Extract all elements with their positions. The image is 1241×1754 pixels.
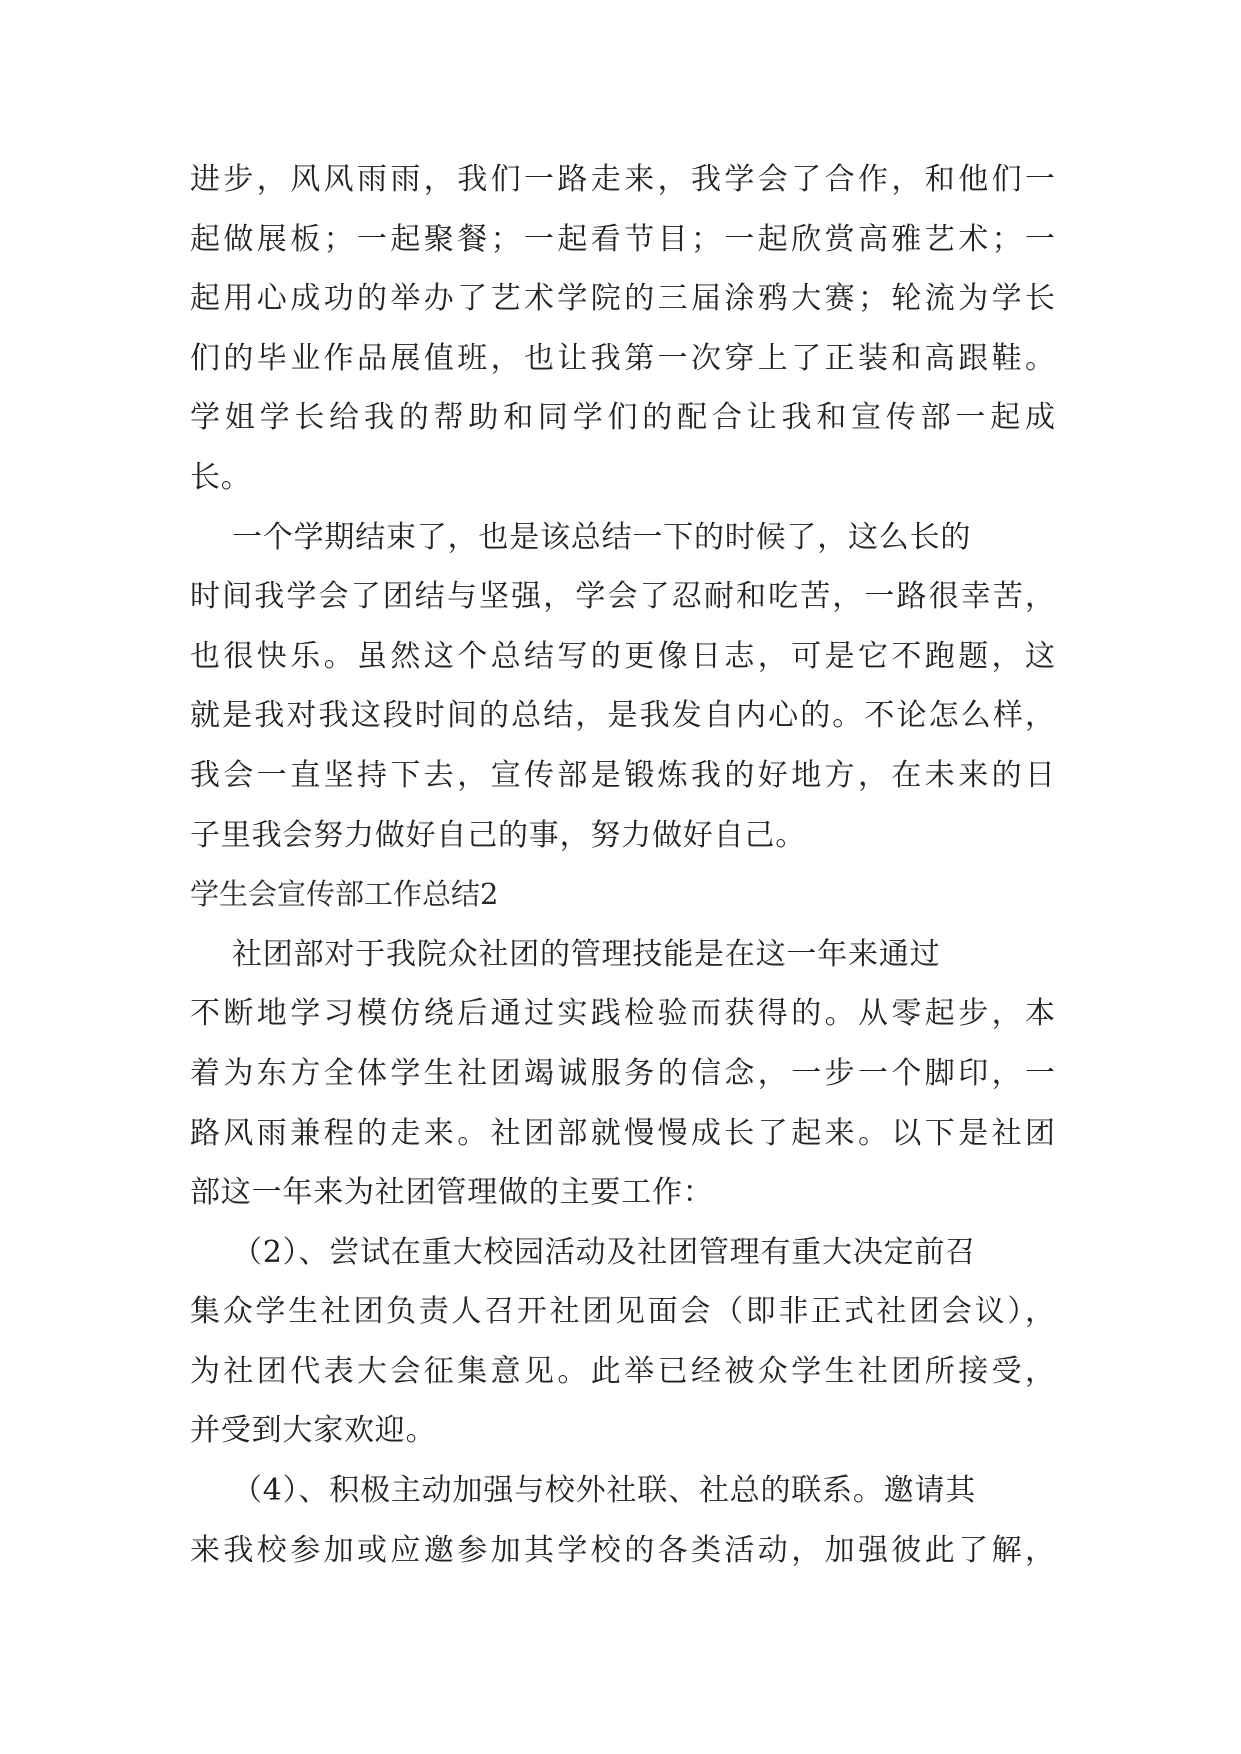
- text-line: 进步，风风雨雨，我们一路走来，我学会了合作，和他们一: [190, 162, 1055, 197]
- text-line: 一个学期结束了，也是该总结一下的时候了，这么长的: [232, 519, 972, 555]
- text-line: 也很快乐。虽然这个总结写的更像日志，可是它不跑题，这: [190, 638, 1055, 674]
- text-line: 为社团代表大会征集意见。此举已经被众学生社团所接受，: [190, 1353, 1055, 1389]
- text-line: 部这一年来为社团管理做的主要工作：: [190, 1175, 714, 1211]
- text-line: 来我校参加或应邀参加其学校的各类活动，加强彼此了解，: [190, 1532, 1055, 1568]
- paragraph: [190, 925, 1055, 1223]
- paragraph: [190, 1223, 1055, 1461]
- text-line: 子里我会努力做好自己的事，努力做好自己。: [190, 817, 806, 853]
- text-line: 就是我对我这段时间的总结，是我发自内心的。不论怎么样，: [190, 698, 1055, 734]
- paragraph: [190, 150, 1055, 508]
- text-line: 起做展板；一起聚餐；一起看节目；一起欣赏高雅艺术；一: [190, 221, 1055, 257]
- text-line: 不断地学习模仿绕后通过实践检验而获得的。从零起步，本: [190, 996, 1055, 1032]
- text-line: 长。: [190, 459, 252, 495]
- text-line: 学姐学长给我的帮助和同学们的配合让我和宣传部一起成: [190, 400, 1055, 436]
- text-line: 并受到大家欢迎。: [190, 1413, 437, 1449]
- text-line: 时间我学会了团结与坚强，学会了忍耐和吃苦，一路很幸苦，: [190, 579, 1055, 615]
- paragraph: [190, 508, 1055, 866]
- text-line: 集众学生社团负责人召开社团见面会（即非正式社团会议），: [190, 1294, 1055, 1330]
- text-line: 起用心成功的举办了艺术学院的三届涂鸦大赛；轮流为学长: [190, 281, 1055, 317]
- text-line: （4）、积极主动加强与校外社联、社总的联系。邀请其: [232, 1473, 977, 1509]
- section-heading: 学生会宣传部工作总结2: [190, 877, 499, 912]
- text-line: 们的毕业作品展值班，也让我第一次穿上了正装和高跟鞋。: [190, 340, 1055, 376]
- text-line: （2）、尝试在重大校园活动及社团管理有重大决定前召: [232, 1234, 977, 1270]
- document-page: [190, 150, 1055, 1580]
- paragraph: [190, 1461, 1055, 1580]
- text-line: 社团部对于我院众社团的管理技能是在这一年来通过: [232, 936, 941, 972]
- text-line: 着为东方全体学生社团竭诚服务的信念，一步一个脚印，一: [190, 1055, 1055, 1091]
- text-line: 路风雨兼程的走来。社团部就慢慢成长了起来。以下是社团: [190, 1115, 1055, 1151]
- text-line: 我会一直坚持下去，宣传部是锻炼我的好地方，在未来的日: [190, 757, 1055, 793]
